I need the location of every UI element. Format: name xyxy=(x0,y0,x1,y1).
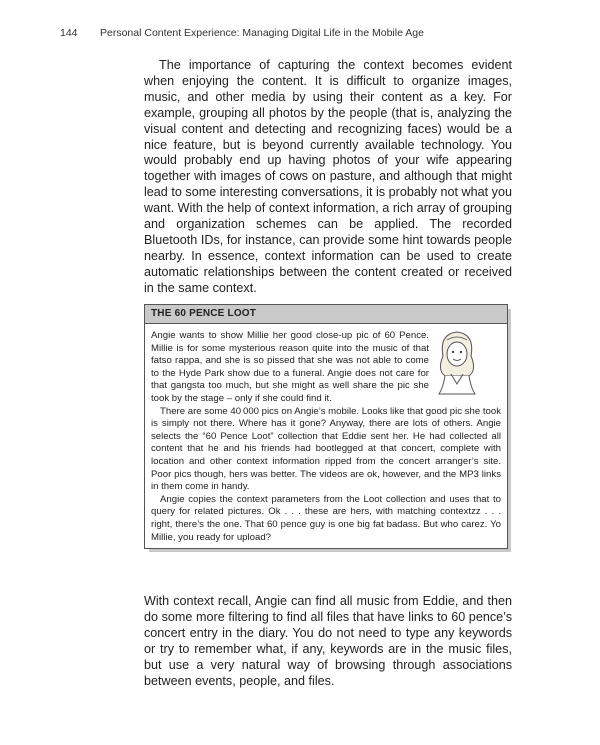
sidebar-body xyxy=(145,324,507,544)
sidebar-paragraph-1: Angie wants to show Millie her good close-up pic of 60 Pence. Millie is for some mysterious reason quite into the music of that fatso rappa, and she is so pissed that she was not able to come to the Hyde Park show due to a funeral. Angie does not care for that gangsta too much, but she might as well share the pic she took by the stage – only if she could find it. xyxy=(151,330,429,404)
intro-paragraph: The importance of capturing the context becomes evident when enjoying the content. It is difficult to organize images, music, and other media by using their content as a key. For example, grouping all photos by the people (that is, analyzing the visual content and detecting and recognizing faces) would be a nice feature, but is beyond currently available technology. You would probably end up having photos of your wife appearing together with images of cows on pasture, and although that might lead to some interesting conversations, it is probably not what you want. With the help of context information, a rich array of grouping and organization schemes can be applied. The recorded Bluetooth IDs, for instance, can provide some hint towards people nearby. In essence, context information can be used to create automatic relationships between the content created or received in the same context. xyxy=(144,58,512,295)
sidebar-box xyxy=(144,304,508,549)
sidebar-title: THE 60 PENCE LOOT xyxy=(145,305,507,324)
girl-illustration-icon xyxy=(425,326,489,396)
running-head xyxy=(60,27,540,39)
running-title: Personal Content Experience: Managing Digital Life in the Mobile Age xyxy=(100,27,424,39)
sidebar-paragraph-2: There are some 40 000 pics on Angie’s mobile. Looks like that good pic she took is simply not there. Where has it gone? Anyway, there are lots of others. Angie selects the “60 Pence Loot” collection that Eddie sent her. He had collected all content that he and his friends had bootlegged at that concert, complete with location and other context information ripped from the concert arranger’s site. Poor pics though, hers was better. The videos are ok, however, and the MP3 links in them come in handy. xyxy=(151,405,501,493)
page-number: 144 xyxy=(60,27,78,39)
outro-paragraph: With context recall, Angie can find all music from Eddie, and then do some more filtering to find all files that have links to 60 pence’s concert entry in the diary. You do not need to type any keywords or try to remember what, if any, keywords are in the music files, but use a very natural way of browsing through associations between events, people, and files. xyxy=(144,594,512,688)
sidebar-paragraph-3: Angie copies the context parameters from the Loot collection and uses that to query for related pictures. Ok . . . these are hers, with matching contextzz . . . right, there’s the one. That 60 pence guy is one big fat badass. But who carez. Yo Millie, you ready for upload? xyxy=(151,493,501,543)
